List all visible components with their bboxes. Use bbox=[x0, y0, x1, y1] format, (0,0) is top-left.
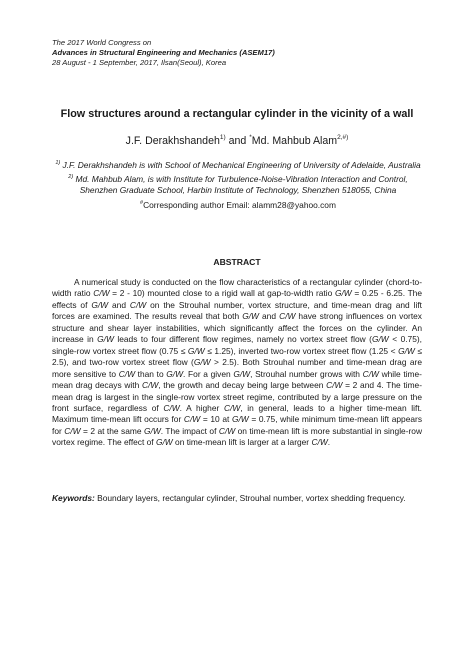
abstract-text-segment: = 2 at the same bbox=[80, 425, 144, 436]
author-2-superscript: 2,#) bbox=[337, 134, 349, 141]
abstract-ratio-symbol: G/W bbox=[166, 368, 184, 379]
affiliation-2-marker: 2) bbox=[68, 174, 74, 181]
keywords-text: Boundary layers, rectangular cylinder, Strouhal number, vortex shedding frequency. bbox=[94, 493, 406, 503]
affiliations bbox=[52, 160, 424, 214]
author-1-superscript: 1) bbox=[219, 134, 226, 141]
abstract-ratio-symbol: G/W bbox=[398, 345, 415, 356]
abstract-text-segment: < 0.75), single-row vortex street flow (0.75 ≤ bbox=[52, 334, 422, 356]
abstract-text-segment: . For a given bbox=[183, 368, 234, 379]
author-conjunction: and bbox=[225, 135, 250, 147]
abstract-ratio-symbol: G/W bbox=[334, 288, 352, 299]
abstract-text-segment: = 10 at bbox=[200, 414, 232, 425]
author-2-name: Md. Mahbub Alam bbox=[251, 135, 338, 147]
abstract-text-segment: = 2 and 4. The time-mean drag is largest in the single-row vortex street regime, contributed by a large pressure on the front surface, regardless of bbox=[52, 380, 422, 413]
abstract-ratio-symbol: G/W bbox=[91, 299, 109, 310]
abstract-body bbox=[52, 277, 422, 449]
abstract-text-segment: have strong influences on vortex structure and shear layer instabilities, which significantly affect the forces on the cylinder. An increase in bbox=[52, 311, 422, 345]
affiliation-1 bbox=[52, 160, 424, 171]
abstract-text-segment: while time-mean drag decays with bbox=[52, 368, 422, 391]
affiliation-1-text: J.F. Derakhshandeh is with School of Mechanical Engineering of University of Adelaide, Australia bbox=[60, 160, 421, 170]
keywords bbox=[52, 493, 422, 504]
abstract-ratio-symbol: C/W bbox=[218, 425, 236, 436]
abstract-ratio-symbol: C/W bbox=[93, 288, 110, 299]
corresponding-marker: # bbox=[140, 199, 144, 206]
author-1-name: J.F. Derakhshandeh bbox=[125, 135, 220, 147]
abstract-text-segment: = 0.25 - 6.25. The effects of bbox=[52, 288, 422, 310]
abstract-text-segment: than to bbox=[134, 368, 167, 379]
conference-line-2: Advances in Structural Engineering and Mechanics (ASEM17) bbox=[52, 48, 275, 58]
keywords-label: Keywords: bbox=[52, 493, 95, 503]
abstract-ratio-symbol: C/W bbox=[183, 414, 201, 425]
abstract-ratio-symbol: C/W bbox=[362, 368, 379, 379]
abstract-ratio-symbol: C/W bbox=[279, 311, 296, 322]
abstract-text-segment: ≤ 2.5), and two-row vortex street flow ( bbox=[52, 345, 422, 368]
abstract-ratio-symbol: G/W bbox=[242, 311, 259, 322]
abstract-text-segment: = 0.75, while minimum time-mean lift appears for bbox=[52, 414, 423, 436]
affiliation-2-text: Md. Mahbub Alam, is with Institute for Turbulence-Noise-Vibration Interaction and Control, Shenzhen Graduate School, Harbin Institute of Technology, Shenzhen 518055, China bbox=[73, 174, 408, 196]
abstract-text-segment: > 2.5). Both Strouhal number and time-mean drag are more sensitive to bbox=[52, 357, 422, 379]
conference-header bbox=[52, 38, 275, 69]
author-line bbox=[0, 135, 474, 147]
abstract-ratio-symbol: C/W bbox=[163, 402, 180, 413]
abstract-ratio-symbol: C/W bbox=[311, 437, 328, 448]
abstract-ratio-symbol: G/W bbox=[193, 357, 211, 368]
abstract-text-segment: . bbox=[327, 437, 331, 448]
conference-line-3: 28 August - 1 September, 2017, Ilsan(Seoul), Korea bbox=[52, 58, 227, 68]
abstract-heading: ABSTRACT bbox=[213, 257, 261, 267]
abstract-ratio-symbol: G/W bbox=[155, 437, 173, 448]
abstract-ratio-symbol: G/W bbox=[231, 414, 249, 425]
abstract-text-segment: on the Strouhal number, vortex structure, and time-mean drag and lift forces are examined. The results reveal that both bbox=[52, 299, 422, 322]
corresponding-star: * bbox=[249, 134, 252, 141]
abstract-ratio-symbol: C/W bbox=[129, 299, 147, 310]
abstract-text-segment: = 2 - 10) mounted close to a rigid wall at gap-to-width ratio bbox=[109, 288, 335, 299]
abstract-ratio-symbol: G/W bbox=[233, 368, 251, 379]
abstract-ratio-symbol: C/W bbox=[118, 368, 135, 379]
abstract-ratio-symbol: G/W bbox=[97, 334, 114, 345]
affiliation-2 bbox=[52, 174, 424, 196]
abstract-text-segment: , Strouhal number grows with bbox=[250, 368, 363, 379]
abstract-text-segment: . The impact of bbox=[160, 425, 219, 436]
paper-title: Flow structures around a rectangular cylinder in the vicinity of a wall bbox=[60, 108, 414, 120]
abstract-ratio-symbol: G/W bbox=[371, 334, 389, 345]
abstract-text-segment: on time-mean lift is larger at a larger bbox=[172, 437, 312, 448]
abstract-text-segment: and bbox=[108, 299, 130, 310]
corresponding-email: Corresponding author Email: alamm28@yahoo.com bbox=[143, 199, 336, 210]
corresponding-author bbox=[52, 200, 424, 211]
abstract-text-segment: , the growth and decay being large between bbox=[158, 380, 327, 391]
abstract-text-segment: , in general, leads to a higher time-mean lift. Maximum time-mean lift occurs for bbox=[52, 402, 422, 425]
abstract-text-segment: ≤ 1.25), inverted two-row vortex street flow (1.25 < bbox=[204, 345, 399, 356]
abstract-text-segment: leads to four different flow regimes, namely no vortex street flow ( bbox=[113, 334, 372, 345]
abstract-text-segment: and bbox=[258, 311, 280, 322]
conference-line-1: The 2017 World Congress on bbox=[52, 38, 152, 47]
affiliation-1-marker: 1) bbox=[55, 160, 61, 166]
abstract-ratio-symbol: C/W bbox=[141, 380, 159, 391]
abstract-text-segment: A numerical study is conducted on the flow characteristics of a rectangular cylinder (chord-to-width ratio bbox=[52, 277, 422, 299]
abstract-text-segment: . A higher bbox=[179, 402, 224, 413]
abstract-ratio-symbol: G/W bbox=[144, 425, 161, 436]
abstract-ratio-symbol: C/W bbox=[326, 380, 343, 391]
abstract-ratio-symbol: C/W bbox=[223, 402, 241, 413]
abstract-text-segment: on time-mean lift is more substantial in single-row vortex regime. The effect of bbox=[52, 425, 422, 448]
abstract-ratio-symbol: G/W bbox=[187, 345, 205, 356]
abstract-ratio-symbol: C/W bbox=[64, 425, 81, 436]
